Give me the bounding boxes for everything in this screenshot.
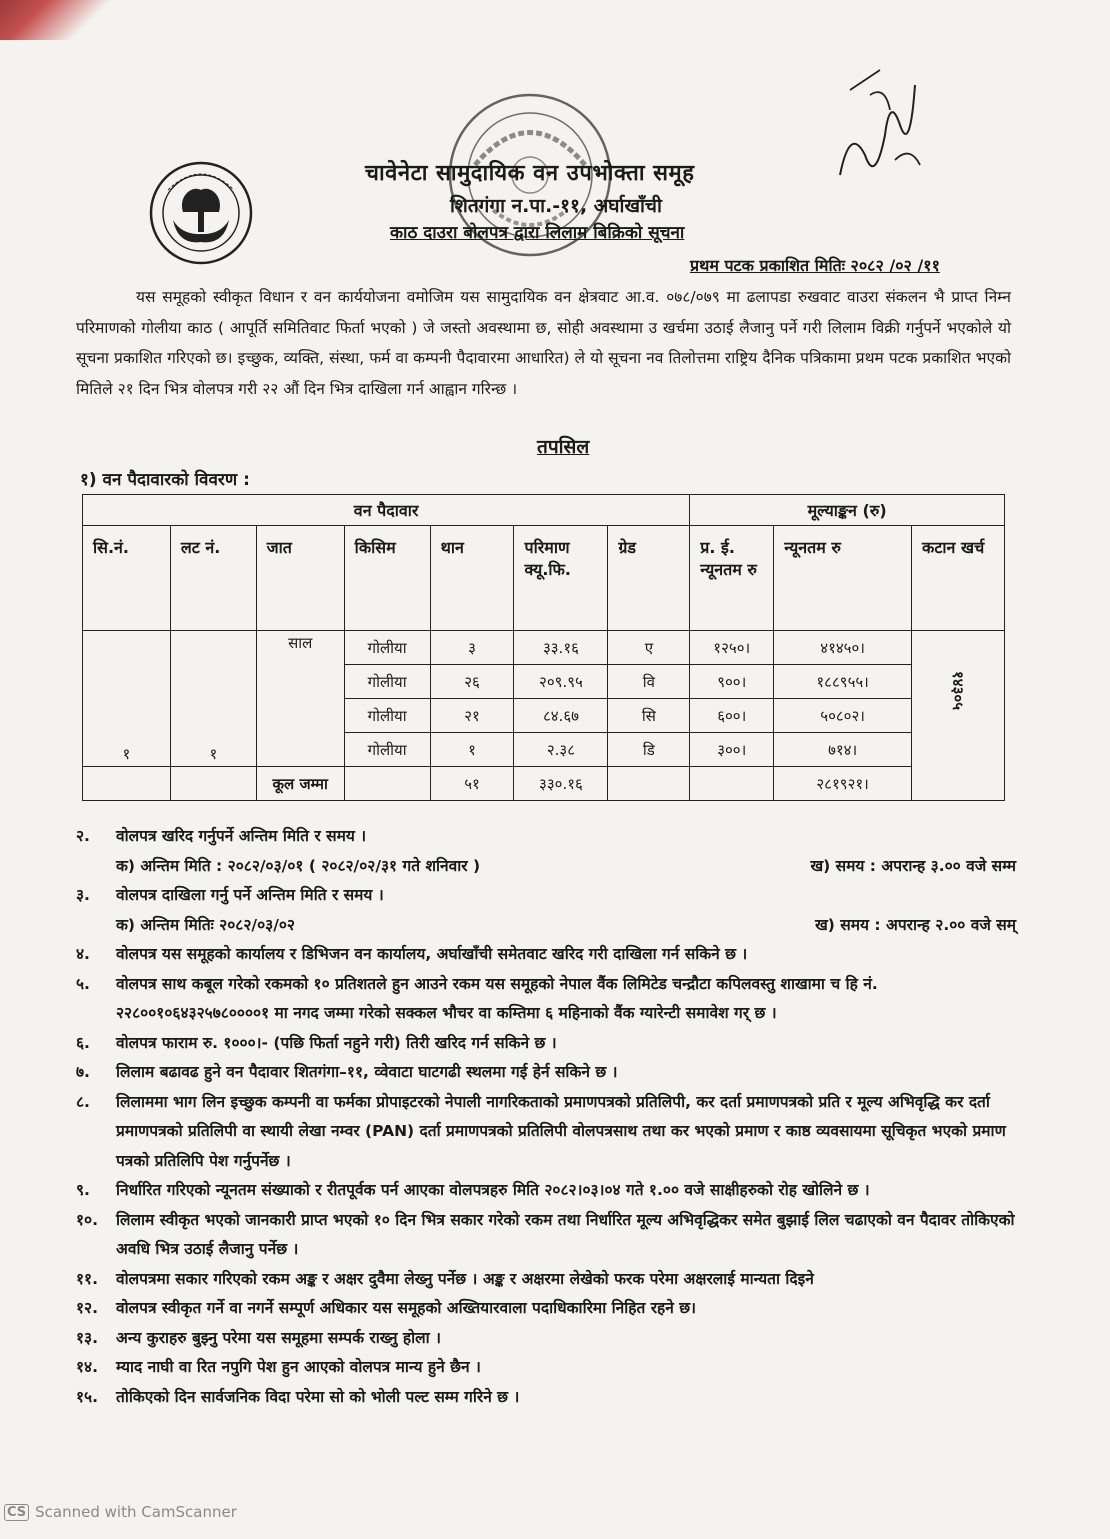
- list-item: [76, 1294, 1016, 1324]
- rate-cell: ९००।: [690, 665, 774, 699]
- list-item: [76, 1206, 1016, 1265]
- pieces-cell: २६: [430, 665, 514, 699]
- notice-items-list: [76, 822, 1016, 1412]
- organization-name: चावेनेटा सामुदायिक वन उपभोक्ता समूह: [365, 161, 695, 186]
- item-text: वोलपत्रमा सकार गरिएको रकम अङ्क र अक्षर दुवैमा लेख्नु पर्नेछ । अङ्क र अक्षरमा लेखेको फरक परेमा अक्षरलाई मान्यता दिइने: [116, 1269, 814, 1288]
- intro-paragraph: यस समूहको स्वीकृत विधान र वन कार्ययोजना वमोजिम यस सामुदायिक वन क्षेत्रवाट आ.व. ०७८/०७९ मा ढलापडा रुखवाट वाउरा संकलन भै प्राप्त निम्न परिमाणको गोलीया काठ ( आपूर्ति समितिवाट फिर्ता भएको ) जे जस्तो अवस्थामा छ, सोही अवस्थामा उ खर्चमा उठाई लैजानु पर्ने गरी लिलाम विक्री गर्नुपर्ने भएकोले यो सूचना प्रकाशित गरिएको छ। इच्छुक, व्यक्ति, संस्था, फर्म वा कम्पनी पैदावारमा आधारित) ले यो सूचना नव तिलोत्तमा राष्ट्रिय दैनिक पत्रिकामा प्रथम पटक प्रकाशित भएको मितिले २१ दिन भित्र वोलपत्र गरी २२ औं दिन भित्र दाखिला गर्न आह्वान गरिन्छ ।: [76, 288, 1011, 398]
- list-item: [76, 1029, 1016, 1059]
- item-number: १५.: [76, 1387, 99, 1406]
- grade-cell: वि: [608, 665, 690, 699]
- corner-tear-mark: [0, 0, 120, 40]
- handwritten-signature-icon: [830, 65, 930, 195]
- total-volume: ३३०.१६: [514, 767, 608, 801]
- item-number: १२.: [76, 1299, 99, 1317]
- min-value-cell: ७१४।: [774, 733, 912, 767]
- rate-cell: ६००।: [690, 699, 774, 733]
- col-header-lot: लट नं.: [170, 526, 256, 631]
- item-text: वोलपत्र खरिद गर्नुपर्ने अन्तिम मिति र समय ।: [116, 827, 367, 845]
- item-text: वोलपत्र स्वीकृत गर्ने वा नगर्ने सम्पूर्ण अधिकार यस समूहको अख्तियारवाला पदाधिकारिमा निहित रहने छ।: [116, 1299, 697, 1317]
- min-value-cell: ५०८०२।: [774, 699, 912, 733]
- col-header-species: जात: [256, 526, 344, 631]
- item-text: वोलपत्र फाराम रु. १०००।- (पछि फिर्ता नहुने गरी) तिरी खरिद गर्न सकिने छ ।: [116, 1033, 557, 1052]
- item-sub-row: [76, 911, 1016, 941]
- col-header-pieces: थान: [430, 526, 514, 631]
- item-text: वोलपत्र यस समूहको कार्यालय र डिभिजन वन कार्यालय, अर्घाखाँची समेतवाट खरिद गरी दाखिला गर्न सकिने छ ।: [116, 945, 748, 963]
- col-header-type: किसिम: [344, 526, 430, 631]
- type-cell: गोलीया: [344, 733, 430, 767]
- item-text: म्याद नाघी वा रित नपुगि पेश हुन आएको वोलपत्र मान्य हुने छैन ।: [116, 1358, 481, 1376]
- list-item: [76, 1383, 1016, 1413]
- volume-cell: २.३८: [514, 733, 608, 767]
- pieces-cell: ३: [430, 631, 514, 665]
- tapsil-heading: तपसिल: [537, 436, 590, 458]
- item-number: २.: [76, 827, 90, 845]
- item-number: ५.: [76, 974, 90, 993]
- item-text: लिलाम बढावढ हुने वन पैदावार शितगंगा–११, व्वेवाटा घाटगढी स्थलमा गई हेर्न सकिने छ ।: [116, 1063, 618, 1081]
- item-number: ८.: [76, 1092, 90, 1111]
- total-pieces: ५१: [430, 767, 514, 801]
- item-text: वोलपत्र साथ कबूल गरेको रकमको १० प्रतिशतले हुन आउने रकम यस समूहको नेपाल वैंक लिमिटेड चन्द्रौटा कपिलवस्तु शाखामा च हि नं. २२८००१०६४३२५७८००००१ मा नगद जम्मा गरेको सक्कल भौचर वा कम्तिमा ६ महिनाको वैंक ग्यारेन्टी समावेश गर् छ ।: [116, 974, 878, 1022]
- item-sub-right: ख) समय : अपरान्ह ३.०० वजे सम्म: [810, 856, 1016, 875]
- list-item: [76, 1265, 1016, 1295]
- list-item: [76, 1176, 1016, 1206]
- item-number: ४.: [76, 945, 90, 963]
- cutting-cost-value: १४३०५: [949, 671, 968, 711]
- col-header-grade: ग्रेड: [608, 526, 690, 631]
- total-label: कूल जम्मा: [256, 767, 344, 801]
- species-cell: साल: [256, 631, 344, 767]
- col-header-rate: प्र. ई. न्यूनतम रु: [690, 526, 774, 631]
- group-header-valuation: मूल्याङ्कन (रु): [690, 495, 1005, 526]
- scanner-watermark: [4, 1503, 237, 1521]
- type-cell: गोलीया: [344, 631, 430, 665]
- serial-cell: १: [83, 631, 171, 767]
- list-item: [76, 1353, 1016, 1383]
- volume-cell: ३३.१६: [514, 631, 608, 665]
- item-text: वोलपत्र दाखिला गर्नु पर्ने अन्तिम मिति र समय ।: [116, 886, 384, 904]
- list-item: [76, 1088, 1016, 1177]
- list-item: [76, 822, 1016, 852]
- item-number: ९.: [76, 1181, 90, 1199]
- item-number: ३.: [76, 886, 90, 904]
- item-text: अन्य कुराहरु बुझ्नु परेमा यस समूहमा सम्पर्क राख्नु होला ।: [116, 1328, 441, 1347]
- section-1-heading: १) वन पैदावारको विवरण :: [80, 470, 250, 490]
- lot-cell: १: [170, 631, 256, 767]
- list-item: [76, 970, 1016, 1029]
- item-number: ७.: [76, 1063, 90, 1081]
- item-number: १४.: [76, 1358, 99, 1376]
- organization-address: शितगंगा न.पा.-११, अर्घाखाँची: [450, 195, 662, 217]
- type-cell: गोलीया: [344, 665, 430, 699]
- item-number: ६.: [76, 1033, 90, 1052]
- grade-cell: ए: [608, 631, 690, 665]
- rate-cell: १२५०।: [690, 631, 774, 665]
- group-header-forest-product: वन पैदावार: [83, 495, 690, 526]
- pieces-cell: १: [430, 733, 514, 767]
- item-text: लिलाममा भाग लिन इच्छुक कम्पनी वा फर्मका प्रोपाइटरको नेपाली नागरिकताको प्रमाणपत्रको प्रतिलिपी, कर दर्ता प्रमाणपत्रको प्रति र मूल्य अभिवृद्धि कर दर्ता प्रमाणपत्रको प्रतिलिपी वा स्थायी लेखा नम्वर (PAN) दर्ता प्रमाणपत्रको प्रतिलिपी वोलपत्रसाथ तथा कर भएको प्रमाण र काष्ठ व्यवसायमा सूचिकृत भएको प्रमाण पत्रको प्रतिलिपि पेश गर्नुपर्नेछ ।: [116, 1092, 1006, 1170]
- item-text: लिलाम स्वीकृत भएको जानकारी प्राप्त भएको १० दिन भित्र सकार गरेको रकम तथा निर्धारित मूल्य अभिवृद्धिकर समेत बुझाई लिल चढाएको वन पैदावर तोकिएको अवधि भित्र उठाई लैजानु पर्नेछ ।: [116, 1210, 1015, 1258]
- item-number: ११.: [76, 1269, 99, 1288]
- rate-cell: ३००।: [690, 733, 774, 767]
- col-header-cutting-cost: कटान खर्च: [912, 526, 1005, 631]
- item-number: १३.: [76, 1328, 99, 1347]
- scanner-watermark-text: Scanned with CamScanner: [35, 1503, 237, 1521]
- pieces-cell: २१: [430, 699, 514, 733]
- item-text: निर्धारित गरिएको न्यूनतम संख्याको र रीतपूर्वक पर्न आएका वोलपत्रहरु मिति २०८२।०३।०४ गते १.०० वजे साक्षीहरुको रोह खोलिने छ ।: [116, 1181, 870, 1199]
- table-total-row: [83, 767, 1005, 801]
- forest-product-table: [82, 494, 1005, 801]
- forest-hands-emblem-icon: [148, 160, 254, 266]
- notice-title: काठ दाउरा बोलपत्र द्वारा लिलाम बिक्रिको सूचना: [390, 223, 685, 243]
- item-sub-right: ख) समय : अपरान्ह २.०० वजे सम्: [815, 915, 1016, 934]
- total-min-value: २८१९२१।: [774, 767, 912, 801]
- volume-cell: ८४.६७: [514, 699, 608, 733]
- cutting-cost-cell: [912, 631, 1005, 801]
- min-value-cell: १८८९५५।: [774, 665, 912, 699]
- list-item: [76, 1058, 1016, 1088]
- item-text: तोकिएको दिन सार्वजनिक विदा परेमा सो को भोली पल्ट सम्म गरिने छ ।: [116, 1387, 520, 1406]
- volume-cell: २०९.९५: [514, 665, 608, 699]
- camscanner-logo-icon: CS: [4, 1504, 29, 1521]
- col-header-serial: सि.नं.: [83, 526, 171, 631]
- grade-cell: सि: [608, 699, 690, 733]
- item-sub-left: क) अन्तिम मितिः २०८२/०३/०२: [116, 915, 295, 934]
- item-sub-row: [76, 852, 1016, 882]
- item-number: १०.: [76, 1210, 99, 1229]
- table-row: [83, 631, 1005, 665]
- min-value-cell: ४१४५०।: [774, 631, 912, 665]
- col-header-volume: परिमाण क्यू.फि.: [514, 526, 608, 631]
- grade-cell: डि: [608, 733, 690, 767]
- list-item: [76, 940, 1016, 970]
- publication-date: प्रथम पटक प्रकाशित मितिः २०८२ /०२ /११: [690, 256, 940, 275]
- list-item: [76, 881, 1016, 911]
- col-header-min-value: न्यूनतम रु: [774, 526, 912, 631]
- item-sub-left: क) अन्तिम मिति : २०८२/०३/०१ ( २०८२/०२/३१ गते शनिवार ): [116, 856, 481, 875]
- type-cell: गोलीया: [344, 699, 430, 733]
- list-item: [76, 1324, 1016, 1354]
